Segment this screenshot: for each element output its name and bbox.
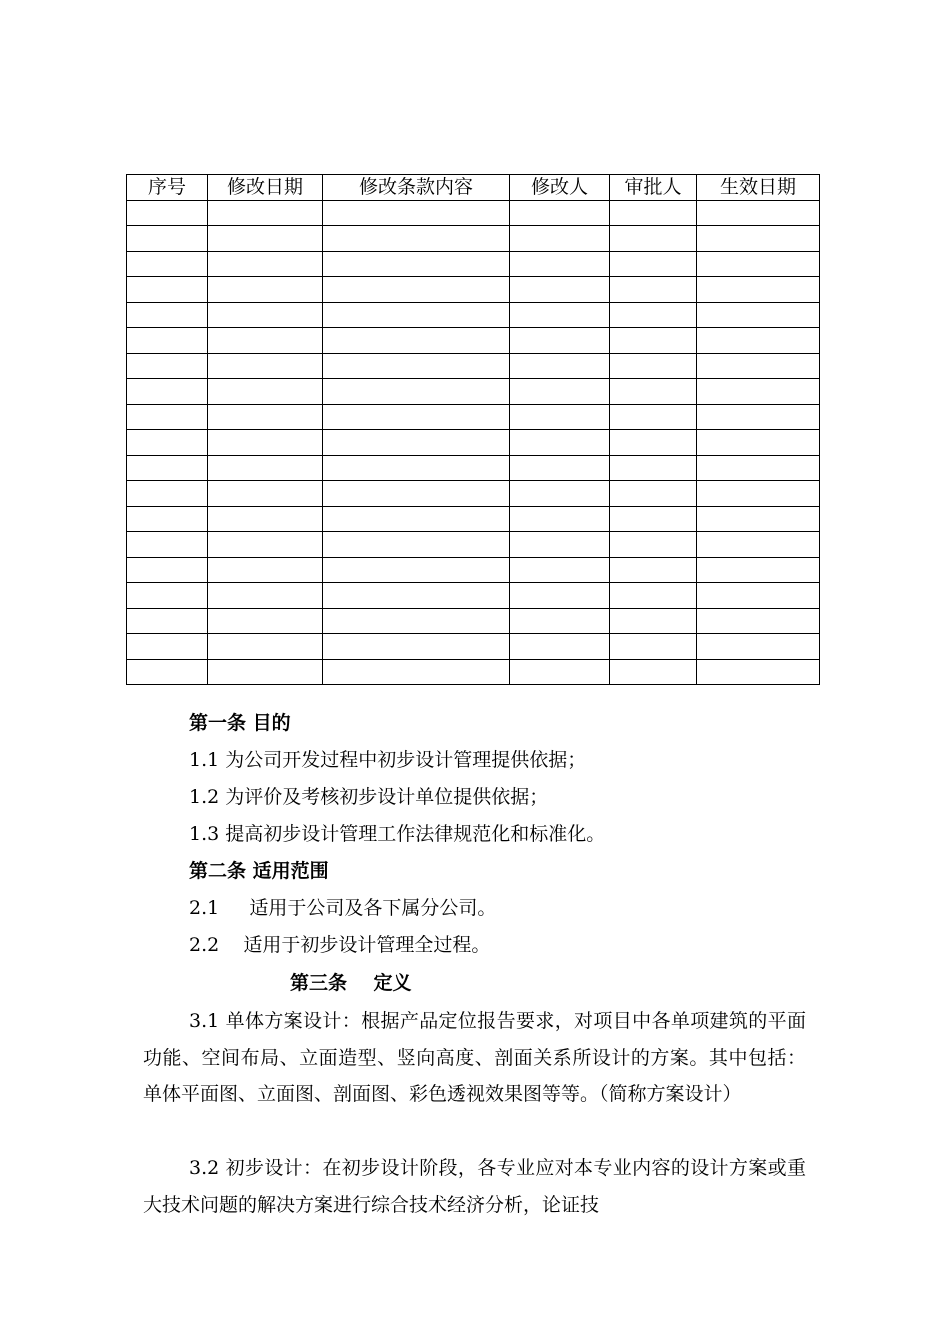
table-cell <box>127 430 208 456</box>
table-cell <box>610 226 697 252</box>
col-header-modify-date: 修改日期 <box>208 175 323 201</box>
table-cell <box>697 634 820 660</box>
col-header-approver: 审批人 <box>610 175 697 201</box>
table-cell <box>208 506 323 532</box>
table-row <box>127 481 820 507</box>
table-cell <box>323 481 510 507</box>
article3-paragraph-1: 3.1 单体方案设计：根据产品定位报告要求，对项目中各单项建筑的平面功能、空间布局、立面造型、竖向高度、剖面关系所设计的方案。其中包括：单体平面图、立面图、剖面图、彩色透视效果图等等。（简称方案设计） <box>143 1010 806 1105</box>
table-cell <box>510 251 610 277</box>
table-cell <box>697 455 820 481</box>
table-cell <box>510 659 610 685</box>
table-cell <box>208 608 323 634</box>
table-cell <box>510 634 610 660</box>
table-cell <box>510 353 610 379</box>
table-cell <box>323 455 510 481</box>
table-cell <box>610 557 697 583</box>
table-row <box>127 506 820 532</box>
table-cell <box>697 200 820 226</box>
table-cell <box>323 251 510 277</box>
table-cell <box>697 659 820 685</box>
table-cell <box>208 226 323 252</box>
table-row <box>127 634 820 660</box>
table-cell <box>208 430 323 456</box>
article2-item-1: 2.1 适用于公司及各下属分公司。 <box>189 897 497 919</box>
article3-heading: 第三条 定义 <box>290 972 412 994</box>
table-row <box>127 277 820 303</box>
table-cell <box>127 608 208 634</box>
col-header-serial: 序号 <box>127 175 208 201</box>
table-cell <box>208 404 323 430</box>
table-cell <box>127 379 208 405</box>
table-cell <box>208 379 323 405</box>
table-cell <box>127 302 208 328</box>
table-cell <box>697 226 820 252</box>
table-cell <box>610 634 697 660</box>
table-cell <box>323 277 510 303</box>
article2-item-2: 2.2 适用于初步设计管理全过程。 <box>189 934 491 956</box>
table-cell <box>610 583 697 609</box>
table-cell <box>610 302 697 328</box>
table-row <box>127 430 820 456</box>
table-cell <box>127 404 208 430</box>
table-row <box>127 251 820 277</box>
table-cell <box>697 481 820 507</box>
table-cell <box>697 251 820 277</box>
table-cell <box>323 226 510 252</box>
table-row <box>127 328 820 354</box>
col-header-effective-date: 生效日期 <box>697 175 820 201</box>
table-cell <box>323 302 510 328</box>
table-cell <box>208 302 323 328</box>
table-cell <box>697 379 820 405</box>
table-cell <box>510 302 610 328</box>
article1-heading: 第一条 目的 <box>189 712 291 734</box>
table-cell <box>510 608 610 634</box>
table-cell <box>610 353 697 379</box>
table-cell <box>127 634 208 660</box>
table-cell <box>610 455 697 481</box>
table-row <box>127 353 820 379</box>
table-row <box>127 455 820 481</box>
table-cell <box>610 481 697 507</box>
table-cell <box>323 634 510 660</box>
table-cell <box>610 277 697 303</box>
table-cell <box>208 659 323 685</box>
table-cell <box>610 532 697 558</box>
table-cell <box>323 583 510 609</box>
table-cell <box>323 608 510 634</box>
table-cell <box>127 200 208 226</box>
table-cell <box>510 277 610 303</box>
table-row <box>127 532 820 558</box>
table-cell <box>697 277 820 303</box>
table-cell <box>208 481 323 507</box>
table-cell <box>323 430 510 456</box>
table-cell <box>208 634 323 660</box>
table-cell <box>323 379 510 405</box>
table-cell <box>697 557 820 583</box>
article1-item-2: 1.2 为评价及考核初步设计单位提供依据； <box>189 786 549 808</box>
table-cell <box>208 583 323 609</box>
table-cell <box>208 277 323 303</box>
table-cell <box>208 557 323 583</box>
table-row <box>127 226 820 252</box>
table-row <box>127 404 820 430</box>
revision-table <box>126 174 820 685</box>
table-cell <box>323 557 510 583</box>
revision-table-header-row <box>127 175 820 201</box>
table-cell <box>610 251 697 277</box>
table-cell <box>323 532 510 558</box>
table-cell <box>127 557 208 583</box>
revision-table-body <box>127 200 820 685</box>
article2-heading: 第二条 适用范围 <box>189 860 329 882</box>
table-row <box>127 659 820 685</box>
table-cell <box>510 481 610 507</box>
table-row <box>127 608 820 634</box>
table-cell <box>510 430 610 456</box>
table-cell <box>510 328 610 354</box>
table-cell <box>127 353 208 379</box>
article1-item-3: 1.3 提高初步设计管理工作法律规范化和标准化。 <box>189 823 606 845</box>
article1-item-1: 1.1 为公司开发过程中初步设计管理提供依据； <box>189 749 587 771</box>
table-cell <box>610 379 697 405</box>
table-cell <box>610 506 697 532</box>
table-row <box>127 302 820 328</box>
table-cell <box>510 506 610 532</box>
table-cell <box>510 200 610 226</box>
article3-paragraph-2: 3.2 初步设计：在初步设计阶段，各专业应对本专业内容的设计方案或重大技术问题的解决方案进行综合技术经济分析，论证技 <box>143 1157 806 1216</box>
table-cell <box>510 583 610 609</box>
table-cell <box>697 302 820 328</box>
table-cell <box>323 200 510 226</box>
table-cell <box>510 455 610 481</box>
table-cell <box>323 659 510 685</box>
table-cell <box>323 328 510 354</box>
table-cell <box>127 506 208 532</box>
table-cell <box>610 608 697 634</box>
table-cell <box>697 583 820 609</box>
table-cell <box>697 328 820 354</box>
table-cell <box>610 328 697 354</box>
table-cell <box>697 532 820 558</box>
table-cell <box>610 404 697 430</box>
table-cell <box>127 659 208 685</box>
table-cell <box>697 353 820 379</box>
table-cell <box>510 557 610 583</box>
table-cell <box>127 455 208 481</box>
col-header-modify-content: 修改条款内容 <box>323 175 510 201</box>
table-cell <box>697 506 820 532</box>
table-cell <box>610 659 697 685</box>
table-cell <box>208 532 323 558</box>
table-cell <box>323 506 510 532</box>
table-cell <box>697 608 820 634</box>
table-row <box>127 557 820 583</box>
table-row <box>127 583 820 609</box>
table-cell <box>127 583 208 609</box>
table-cell <box>208 353 323 379</box>
table-cell <box>208 328 323 354</box>
table-cell <box>208 455 323 481</box>
table-cell <box>323 404 510 430</box>
table-cell <box>323 353 510 379</box>
table-cell <box>510 404 610 430</box>
table-cell <box>127 532 208 558</box>
table-cell <box>127 226 208 252</box>
table-cell <box>510 532 610 558</box>
table-cell <box>127 251 208 277</box>
table-cell <box>610 200 697 226</box>
table-cell <box>610 430 697 456</box>
table-cell <box>127 277 208 303</box>
table-cell <box>697 404 820 430</box>
table-cell <box>510 226 610 252</box>
table-row <box>127 200 820 226</box>
table-cell <box>208 251 323 277</box>
col-header-modifier: 修改人 <box>510 175 610 201</box>
table-cell <box>510 379 610 405</box>
table-cell <box>697 430 820 456</box>
table-cell <box>208 200 323 226</box>
table-cell <box>127 481 208 507</box>
table-row <box>127 379 820 405</box>
table-cell <box>127 328 208 354</box>
